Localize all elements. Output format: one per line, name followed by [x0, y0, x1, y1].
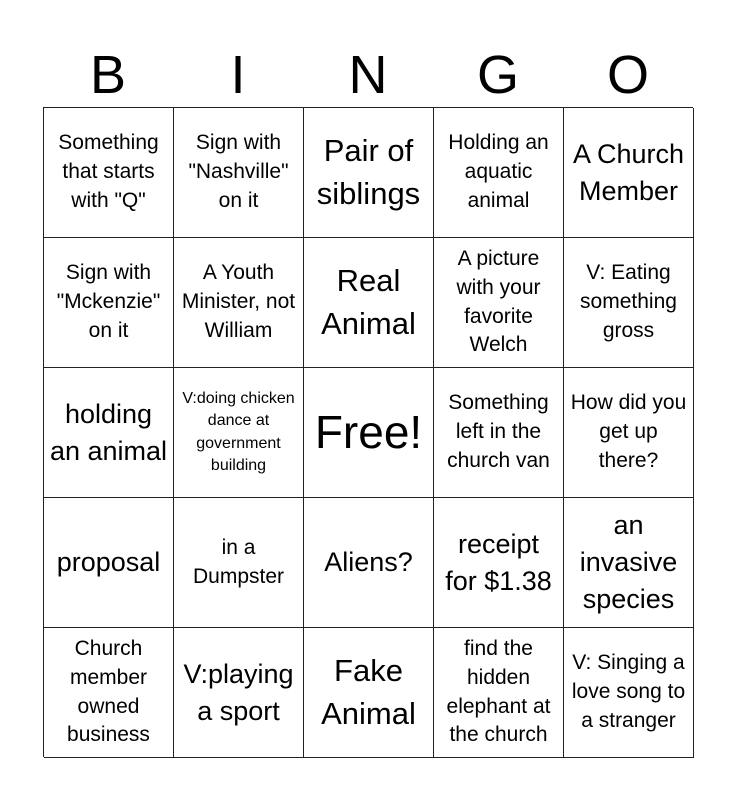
- bingo-cell-r3c4[interactable]: [434, 368, 564, 498]
- bingo-cell-r3c1[interactable]: [44, 368, 174, 498]
- cell-text: Something that starts with "Q": [58, 131, 159, 212]
- cell-text: find the hidden elephant at the church: [446, 636, 551, 747]
- cell-text: in a Dumpster: [192, 535, 285, 588]
- bingo-cell-r5c2[interactable]: [174, 628, 304, 758]
- cell-text: Sign with "Mckenzie" on it: [56, 261, 161, 342]
- cell-text: V:doing chicken dance at government building: [182, 389, 295, 474]
- bingo-cell-r5c4[interactable]: [434, 628, 564, 758]
- bingo-cell-r5c1[interactable]: [44, 628, 174, 758]
- bingo-cell-r5c5[interactable]: [564, 628, 694, 758]
- bingo-cell-r3c5[interactable]: [564, 368, 694, 498]
- bingo-cell-r2c3[interactable]: [304, 238, 434, 368]
- bingo-cell-r2c2[interactable]: [174, 238, 304, 368]
- cell-text: A picture with your favorite Welch: [456, 246, 541, 357]
- bingo-header: [43, 44, 693, 106]
- cell-text: A Youth Minister, not William: [181, 261, 296, 342]
- cell-text: Something left in the church van: [447, 391, 550, 472]
- header-letter-o: O: [606, 45, 649, 105]
- cell-text: holding an animal: [49, 398, 168, 466]
- bingo-board: [43, 107, 693, 757]
- cell-text: Sign with "Nashville" on it: [188, 131, 289, 212]
- bingo-cell-r4c3[interactable]: [304, 498, 434, 628]
- cell-text: Fake Animal: [321, 653, 416, 731]
- header-letter-i: I: [230, 45, 246, 105]
- bingo-cell-r1c3[interactable]: [304, 108, 434, 238]
- bingo-cell-r5c3[interactable]: [304, 628, 434, 758]
- cell-text: Aliens?: [324, 547, 413, 578]
- cell-text: proposal: [56, 547, 161, 578]
- bingo-cell-r4c2[interactable]: [174, 498, 304, 628]
- bingo-cell-free-space[interactable]: [304, 368, 434, 498]
- cell-text: Church member owned business: [67, 636, 150, 747]
- cell-text: How did you get up there?: [570, 391, 687, 472]
- bingo-cell-r1c5[interactable]: [564, 108, 694, 238]
- cell-text: Real Animal: [321, 263, 416, 341]
- header-letter-n: N: [348, 45, 388, 105]
- header-letter-b: B: [89, 45, 127, 105]
- cell-text: V: Eating something gross: [580, 261, 677, 342]
- bingo-cell-r2c1[interactable]: [44, 238, 174, 368]
- bingo-cell-r2c4[interactable]: [434, 238, 564, 368]
- bingo-cell-r1c1[interactable]: [44, 108, 174, 238]
- cell-text: receipt for $1.38: [445, 528, 552, 596]
- bingo-cell-r4c1[interactable]: [44, 498, 174, 628]
- cell-text: V:playing a sport: [183, 658, 294, 726]
- cell-text: Pair of siblings: [316, 133, 421, 211]
- header-letter-g: G: [476, 45, 519, 105]
- bingo-cell-r1c2[interactable]: [174, 108, 304, 238]
- cell-text: Holding an aquatic animal: [448, 131, 549, 212]
- bingo-cell-r3c2[interactable]: [174, 368, 304, 498]
- cell-text: A Church Member: [572, 138, 685, 206]
- bingo-cell-r4c4[interactable]: [434, 498, 564, 628]
- bingo-cell-r2c5[interactable]: [564, 238, 694, 368]
- cell-text: V: Singing a love song to a stranger: [571, 651, 686, 732]
- bingo-cell-r1c4[interactable]: [434, 108, 564, 238]
- bingo-cell-r4c5[interactable]: [564, 498, 694, 628]
- cell-text: an invasive species: [579, 510, 678, 614]
- cell-text: Free!: [314, 405, 423, 458]
